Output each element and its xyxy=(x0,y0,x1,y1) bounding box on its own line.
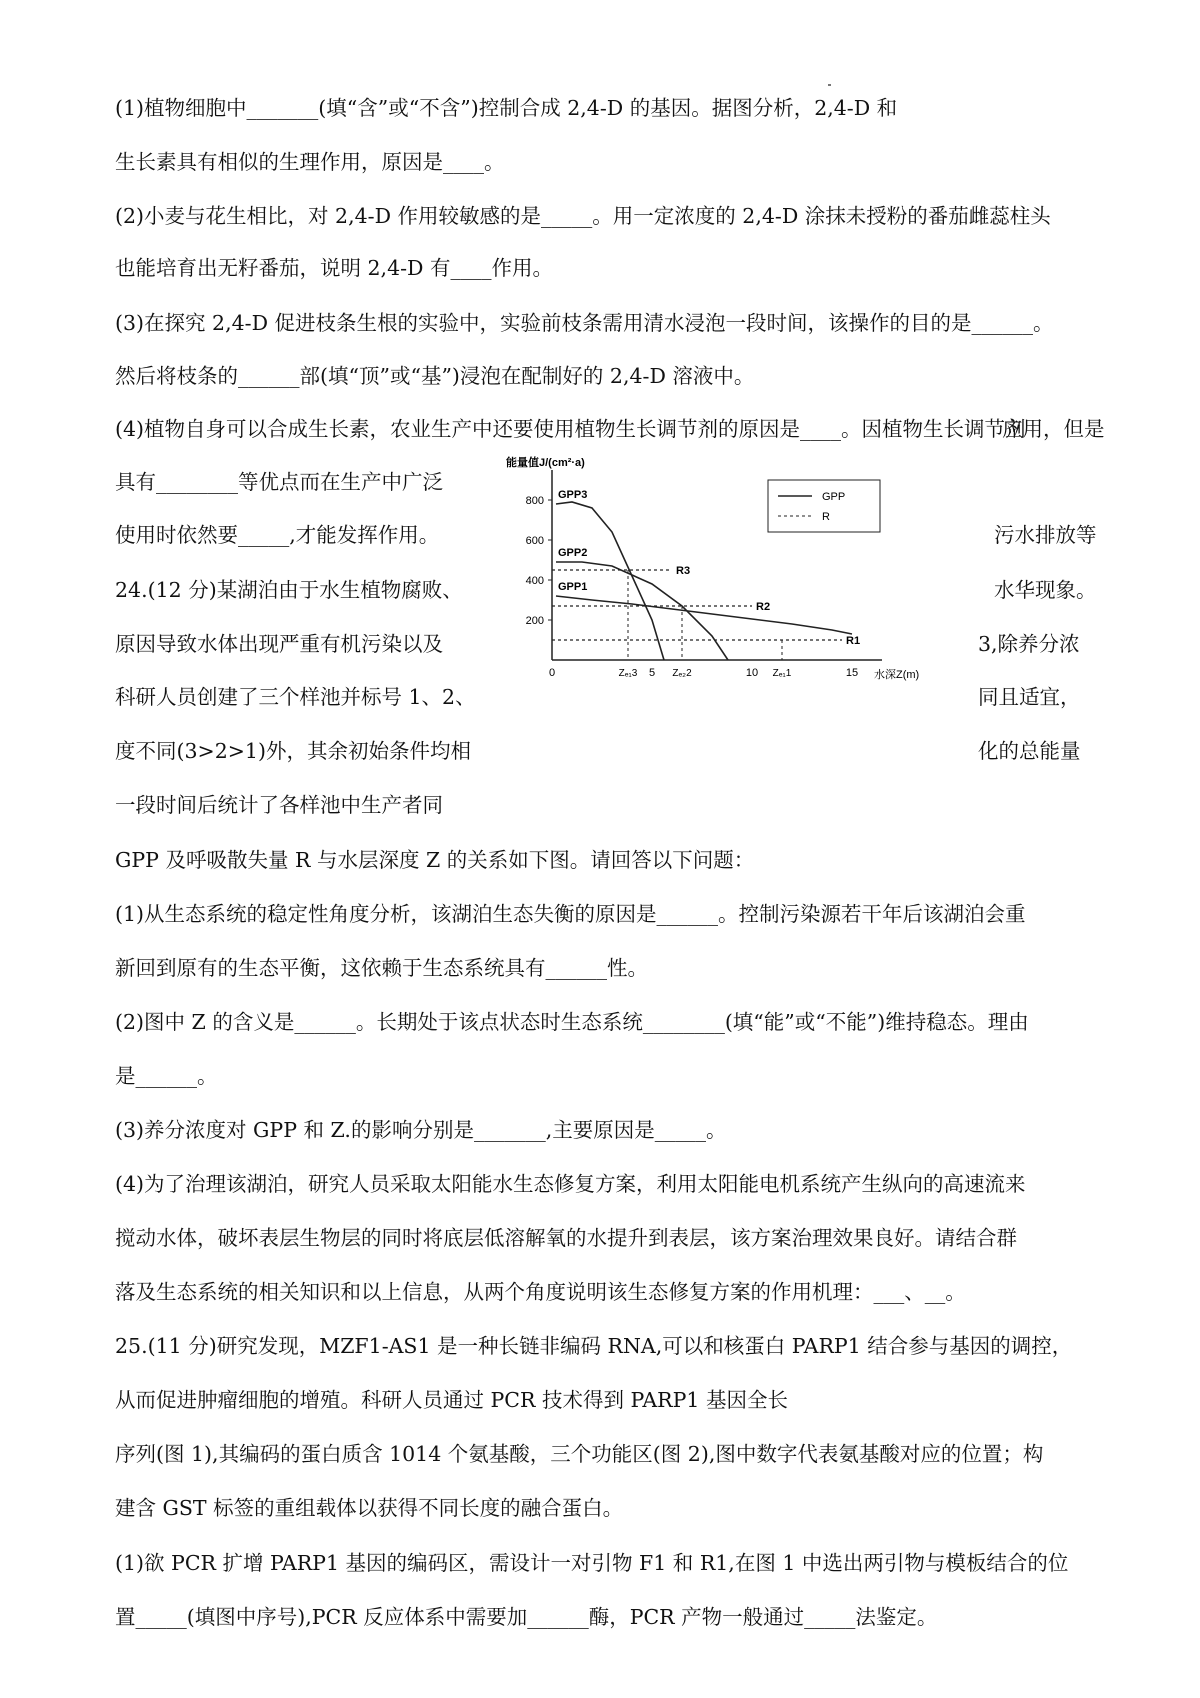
right-text-fragment: 同且适宜， xyxy=(978,685,1081,709)
text-line: (2)小麦与花生相比，对 2,4-D 作用较敏感的是_____。用一定浓度的 2,4-D 涂抹未授粉的番茄雌蕊柱头 xyxy=(115,204,1051,228)
z-label: Zₑ₁3 xyxy=(618,668,638,679)
text-line: (1)植物细胞中_______(填“含”或“不含”)控制合成 2,4-D 的基因。据图分析，2,4-D 和 xyxy=(115,96,898,120)
text-line: 建含 GST 标签的重组载体以获得不同长度的融合蛋白。 xyxy=(115,1496,624,1520)
right-text-fragment: 化的总能量 xyxy=(978,739,1081,763)
text-line: (1)欲 PCR 扩增 PARP1 基因的编码区，需设计一对引物 F1 和 R1,在图 1 中选出两引物与模板结合的位 xyxy=(115,1551,1069,1575)
text-line: 具有________等优点而在生产中广泛 xyxy=(115,470,443,494)
series-label: GPP2 xyxy=(558,547,588,559)
series-label: R1 xyxy=(846,635,861,647)
y-tick-label: 400 xyxy=(525,575,544,587)
legend-box xyxy=(768,480,880,532)
text-line: (4)为了治理该湖泊，研究人员采取太阳能水生态修复方案，利用太阳能电机系统产生纵向的高速流来 xyxy=(115,1172,1026,1196)
text-line: GPP 及呼吸散失量 R 与水层深度 Z 的关系如下图。请回答以下问题： xyxy=(115,848,755,872)
text-line: 一段时间后统计了各样池中生产者同 xyxy=(115,793,443,817)
text-line: 序列(图 1),其编码的蛋白质含 1014 个氨基酸，三个功能区(图 2),图中数字代表氨基酸对应的位置；构 xyxy=(115,1442,1044,1466)
legend-label-r: R xyxy=(822,511,830,523)
text-line: (4)植物自身可以合成生长素，农业生产中还要使用植物生长调节剂的原因是____。因植物生长调节剂 xyxy=(115,417,1026,441)
text-line: 是______。 xyxy=(115,1064,218,1088)
energy-depth-chart xyxy=(500,452,930,682)
text-line: 原因导致水体出现严重有机污染以及 xyxy=(115,632,443,656)
text-line: 新回到原有的生态平衡，这依赖于生态系统具有______性。 xyxy=(115,956,648,980)
y-tick-label: 200 xyxy=(525,615,544,627)
y-tick-label: 600 xyxy=(525,535,544,547)
text-line: (2)图中 Z 的含义是______。长期处于该点状态时生态系统________(填“能”或“不能”)维持稳态。理由 xyxy=(115,1010,1029,1034)
text-line: 然后将枝条的______部(填“顶”或“基”)浸泡在配制好的 2,4-D 溶液中。 xyxy=(115,364,755,388)
text-line: (3)在探究 2,4-D 促进枝条生根的实验中，实验前枝条需用清水浸泡一段时间，该操作的目的是______。 xyxy=(115,311,1054,335)
right-text-fragment: 应用，但是 xyxy=(1002,417,1105,441)
series-label: GPP1 xyxy=(558,581,588,593)
series-label: R2 xyxy=(756,601,771,613)
y-tick-label: 800 xyxy=(525,495,544,507)
legend-label-gpp: GPP xyxy=(822,491,846,503)
right-text-fragment: 污水排放等 xyxy=(994,523,1097,547)
x-tick-label: 0 xyxy=(548,667,556,679)
text-line: 从而促进肿瘤细胞的增殖。科研人员通过 PCR 技术得到 PARP1 基因全长 xyxy=(115,1388,788,1412)
z-label: Zₑ₂2 xyxy=(672,668,692,679)
text-line: (3)养分浓度对 GPP 和 Z.的影响分别是_______,主要原因是_____。 xyxy=(115,1118,727,1142)
text-line: 落及生态系统的相关知识和以上信息，从两个角度说明该生态修复方案的作用机理：___、__。 xyxy=(115,1280,966,1304)
text-line: 也能培育出无籽番茄，说明 2,4-D 有____作用。 xyxy=(115,256,553,280)
x-tick-label: 10 xyxy=(745,667,759,679)
text-line: 度不同(3>2>1)外，其余初始条件均相 xyxy=(115,739,471,763)
scan-artifact-dot xyxy=(828,84,831,86)
y-axis-label: 能量值J/(cm²·a) xyxy=(506,457,585,469)
text-line: 置_____(填图中序号),PCR 反应体系中需要加______酶，PCR 产物一般通过_____法鉴定。 xyxy=(115,1605,938,1629)
text-line: 24.(12 分)某湖泊由于水生植物腐败、 xyxy=(115,578,463,602)
right-text-fragment: 水华现象。 xyxy=(994,578,1097,602)
series-label: GPP3 xyxy=(558,489,588,501)
series-label: R3 xyxy=(676,565,691,577)
series-line-gpp2 xyxy=(556,562,728,660)
text-line: 25.(11 分)研究发现，MZF1-AS1 是一种长链非编码 RNA,可以和核蛋白 PARP1 结合参与基因的调控， xyxy=(115,1334,1073,1358)
text-line: 科研人员创建了三个样池并标号 1、2、 xyxy=(115,685,476,709)
x-tick-label: 5 xyxy=(648,667,656,679)
x-tick-label: 15 xyxy=(845,667,859,679)
right-text-fragment: 3,除养分浓 xyxy=(978,632,1080,656)
z-label: Zₑ₁1 xyxy=(772,668,792,679)
text-line: 生长素具有相似的生理作用，原因是____。 xyxy=(115,150,505,174)
x-axis-label: 水深Z(m) xyxy=(874,669,920,681)
text-line: 搅动水体，破坏表层生物层的同时将底层低溶解氧的水提升到表层，该方案治理效果良好。请结合群 xyxy=(115,1226,1017,1250)
text-line: 使用时依然要_____,才能发挥作用。 xyxy=(115,523,440,547)
text-line: (1)从生态系统的稳定性角度分析，该湖泊生态失衡的原因是______。控制污染源若干年后该湖泊会重 xyxy=(115,902,1026,926)
